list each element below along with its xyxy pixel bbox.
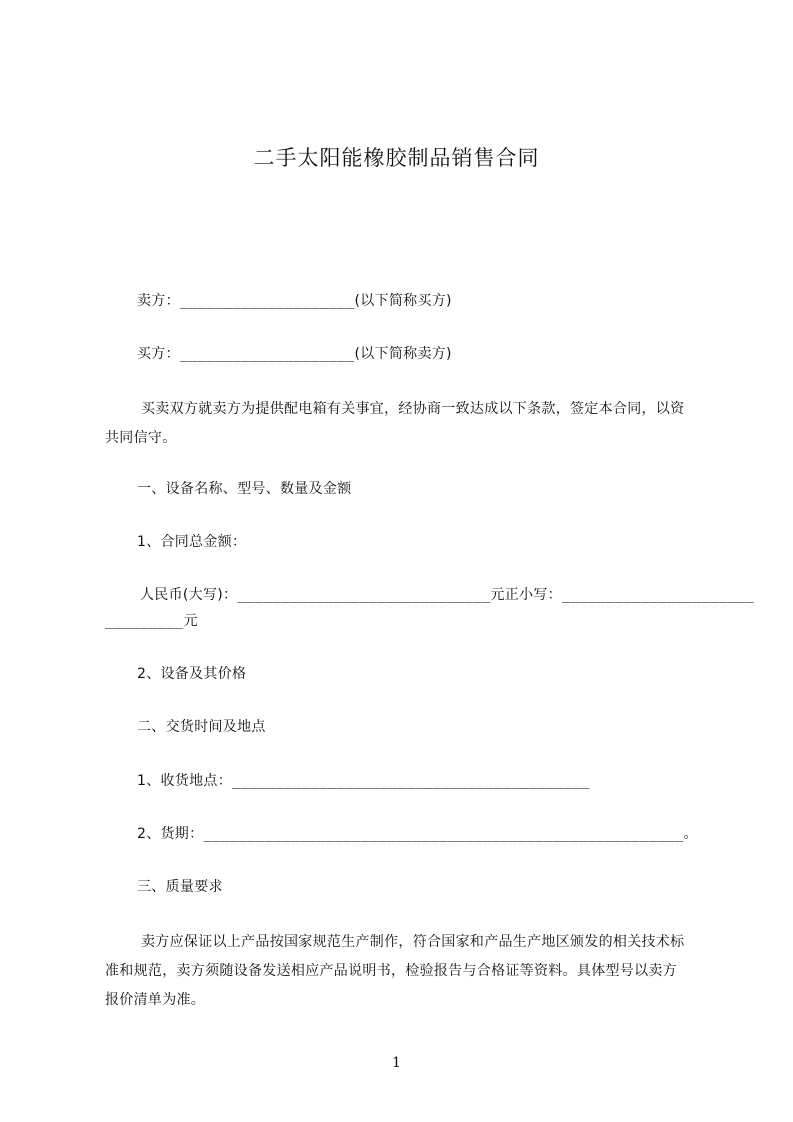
seller-blank: ____________________: [179, 293, 355, 309]
section-1-heading: 一、设备名称、型号、数量及金额: [137, 481, 352, 497]
delivery-time-label: 2、货期：: [137, 826, 204, 842]
buyer-line: [137, 343, 452, 365]
amount-label: 人民币(大写)：: [140, 587, 238, 603]
intro-paragraph: 买卖双方就卖方为提供配电箱有关事宜，经协商一致达成以下条款，签定本合同，以资共同信守。: [105, 401, 685, 446]
quality-paragraph: 卖方应保证以上产品按国家规范生产制作，符合国家和产品生产地区颁发的相关技术标准和规范，卖方须随设备发送相应产品说明书，检验报告与合格证等资料。具体型号以卖方报价清单为准。: [105, 934, 685, 1008]
amount-blank-continued: _________: [105, 613, 184, 629]
section-3-heading: 三、质量要求: [137, 879, 223, 895]
item-2-1: [137, 770, 590, 792]
delivery-time-suffix: 。: [683, 826, 698, 842]
buyer-blank: ____________________: [179, 346, 355, 362]
buyer-label: 买方：: [137, 346, 180, 362]
document-title: 二手太阳能橡胶制品销售合同: [253, 146, 540, 170]
amount-blank-lowercase: ______________________: [561, 587, 755, 603]
amount-mid-label: 元正小写：: [490, 587, 562, 603]
seller-line: [137, 290, 452, 312]
seller-label: 卖方：: [137, 293, 180, 309]
amount-blank-uppercase: _____________________________: [237, 587, 491, 603]
item-1-1: 1、合同总金额：: [137, 534, 247, 550]
delivery-place-label: 1、收货地点：: [137, 773, 233, 789]
item-1-2: 2、设备及其价格: [137, 666, 247, 682]
amount-line-1: [140, 584, 754, 606]
item-2-2: [137, 823, 698, 845]
seller-suffix: (以下简称买方): [354, 293, 452, 309]
delivery-place-blank: _________________________________________: [232, 773, 590, 789]
section-2-heading: 二、交货时间及地点: [137, 719, 266, 735]
amount-line-2: [105, 610, 198, 632]
delivery-time-blank: _______________________________________________________: [203, 826, 684, 842]
amount-unit: 元: [183, 613, 198, 629]
buyer-suffix: (以下简称卖方): [354, 346, 452, 362]
page-number: 1: [392, 1055, 401, 1071]
